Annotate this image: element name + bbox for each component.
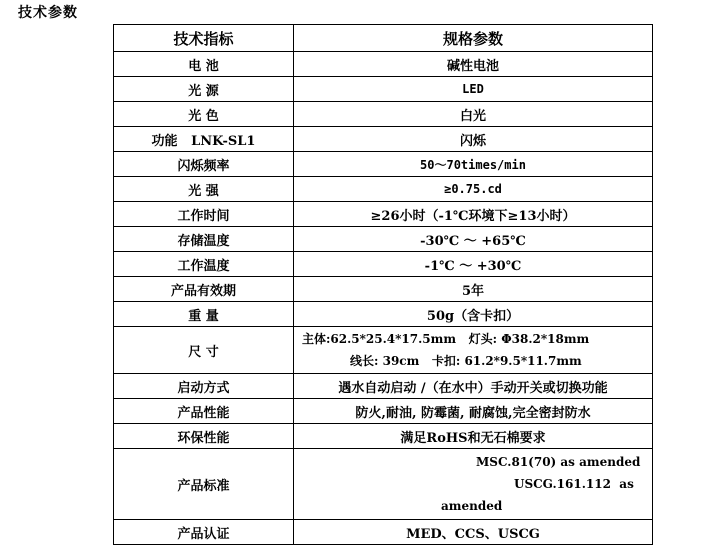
param-cell: 存储温度 [114,227,294,252]
param-cell: 重 量 [114,302,294,327]
table-row [114,152,653,177]
standard-line-1: MSC.81(70) as amended [476,455,641,469]
param-cell: 环保性能 [114,424,294,449]
param-cell: 光 源 [114,77,294,102]
table-row [114,177,653,202]
param-cell: 启动方式 [114,374,294,399]
table-row [114,102,653,127]
table-row [114,127,653,152]
value-cell: 遇水自动启动 /（在水中）手动开关或切换功能 [294,374,653,399]
page-title: 技术参数 [18,5,78,21]
param-cell: 工作温度 [114,252,294,277]
table-row [114,202,653,227]
table-row [114,302,653,327]
table-row-size [114,327,653,374]
column-header-spec: 规格参数 [294,25,653,52]
value-cell [294,327,653,374]
param-cell: 闪烁频率 [114,152,294,177]
param-cell: 产品有效期 [114,277,294,302]
table-row [114,424,653,449]
value-cell: 防火,耐油, 防霉菌, 耐腐蚀,完全密封防水 [294,399,653,424]
table-row [114,77,653,102]
value-cell: -1℃ ～ +30℃ [294,252,653,277]
table-row [114,52,653,77]
table-row [114,374,653,399]
size-line-cable: 线长: 39cm 卡扣: 61.2*9.5*11.7mm [350,354,582,368]
value-cell [294,449,653,520]
value-cell: 50～70times/min [294,152,653,177]
standard-line-2: USCG.161.112 as [514,477,634,491]
value-cell: 碱性电池 [294,52,653,77]
param-cell: 光 强 [114,177,294,202]
table-row [114,252,653,277]
column-header-param: 技术指标 [114,25,294,52]
param-cell: 电 池 [114,52,294,77]
spec-table [113,24,653,545]
value-cell: 闪烁 [294,127,653,152]
param-cell: 功能 LNK-SL1 [114,127,294,152]
value-cell: 5年 [294,277,653,302]
table-header-row [114,25,653,52]
param-cell: 产品性能 [114,399,294,424]
param-cell: 光 色 [114,102,294,127]
table-row [114,520,653,545]
value-cell: -30℃ ～ +65℃ [294,227,653,252]
value-cell: 满足RoHS和无石棉要求 [294,424,653,449]
value-cell: 白光 [294,102,653,127]
param-cell: 产品标准 [114,449,294,520]
param-cell: 工作时间 [114,202,294,227]
table-row [114,399,653,424]
value-cell: ≥26小时（-1℃环境下≥13小时） [294,202,653,227]
param-cell: 尺 寸 [114,327,294,374]
table-row [114,227,653,252]
size-line-body: 主体:62.5*25.4*17.5mm 灯头: Φ38.2*18mm [302,332,590,346]
table-row [114,277,653,302]
standard-line-3: amended [441,499,503,513]
value-cell: MED、CCS、USCG [294,520,653,545]
table-row-standard [114,449,653,520]
value-cell: ≥0.75.cd [294,177,653,202]
value-cell: 50g（含卡扣） [294,302,653,327]
param-cell: 产品认证 [114,520,294,545]
value-cell: LED [294,77,653,102]
